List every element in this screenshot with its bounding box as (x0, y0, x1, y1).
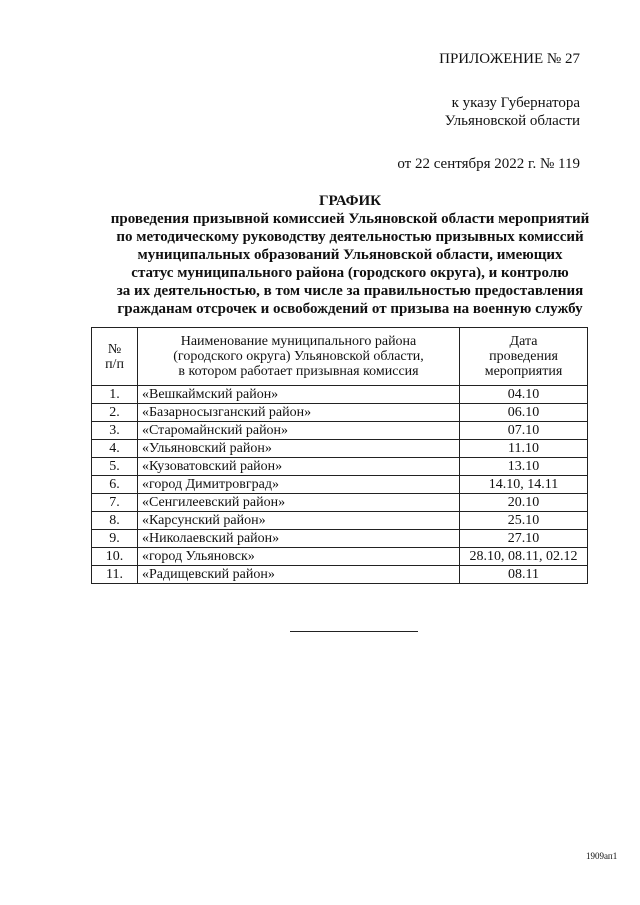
row-number: 2. (92, 404, 138, 422)
row-district: «Сенгилеевский район» (138, 494, 460, 512)
row-date: 20.10 (460, 494, 588, 512)
title-heading: ГРАФИК (318, 193, 382, 209)
table-row (92, 494, 588, 512)
title-line: по методическому руководству деятельностью призывных комиссий (116, 229, 584, 245)
row-number: 3. (92, 422, 138, 440)
separator-line (290, 631, 418, 632)
row-number: 4. (92, 440, 138, 458)
row-district: «Радищевский район» (138, 566, 460, 584)
decree-line-2: Ульяновской области (444, 113, 580, 129)
row-district: «Ульяновский район» (138, 440, 460, 458)
header-date (460, 328, 588, 386)
row-date: 25.10 (460, 512, 588, 530)
title-line: проведения призывной комиссией Ульяновской области мероприятий (110, 211, 590, 227)
table-row (92, 548, 588, 566)
row-date: 04.10 (460, 386, 588, 404)
row-date: 27.10 (460, 530, 588, 548)
header-name (138, 328, 460, 386)
row-district: «Николаевский район» (138, 530, 460, 548)
header-number-line: № (107, 341, 122, 357)
table-row (92, 476, 588, 494)
table-row (92, 458, 588, 476)
row-number: 7. (92, 494, 138, 512)
title-line: гражданам отсрочек и освобождений от призыва на военную службу (117, 301, 583, 317)
row-number: 8. (92, 512, 138, 530)
row-date: 13.10 (460, 458, 588, 476)
row-number: 10. (92, 548, 138, 566)
document-title (70, 192, 630, 318)
header-name-line: в котором работает призывная комиссия (178, 364, 419, 379)
row-district: «Кузоватовский район» (138, 458, 460, 476)
row-date: 07.10 (460, 422, 588, 440)
table-row (92, 386, 588, 404)
row-date: 28.10, 08.11, 02.12 (460, 548, 588, 566)
row-district: «город Ульяновск» (138, 548, 460, 566)
decree-line-1: к указу Губернатора (451, 95, 580, 111)
header-date-line: проведения (489, 349, 558, 364)
table-row (92, 566, 588, 584)
decree-date: от 22 сентября 2022 г. № 119 (397, 156, 580, 172)
header-number-line: п/п (105, 356, 124, 372)
table-row (92, 422, 588, 440)
row-date: 14.10, 14.11 (460, 476, 588, 494)
row-number: 1. (92, 386, 138, 404)
row-district: «Вешкаймский район» (138, 386, 460, 404)
row-date: 08.11 (460, 566, 588, 584)
appendix-block (380, 50, 580, 173)
title-line: за их деятельностью, в том числе за правильностью предоставления (116, 283, 584, 299)
row-district: «город Димитровград» (138, 476, 460, 494)
table-row (92, 440, 588, 458)
row-number: 5. (92, 458, 138, 476)
row-number: 9. (92, 530, 138, 548)
row-number: 6. (92, 476, 138, 494)
schedule-table (91, 327, 588, 584)
table-row (92, 530, 588, 548)
row-number: 11. (92, 566, 138, 584)
header-name-line: (городского округа) Ульяновской области, (173, 349, 424, 364)
header-date-line: Дата (509, 334, 538, 349)
row-district: «Карсунский район» (138, 512, 460, 530)
row-date: 06.10 (460, 404, 588, 422)
row-district: «Старомайнский район» (138, 422, 460, 440)
header-date-line: мероприятия (484, 364, 563, 379)
header-name-line: Наименование муниципального района (180, 334, 417, 349)
appendix-title: ПРИЛОЖЕНИЕ № 27 (439, 51, 580, 67)
table-row (92, 512, 588, 530)
footer-code: 1909ап1 (586, 851, 618, 861)
row-date: 11.10 (460, 440, 588, 458)
title-line: муниципальных образований Ульяновской области, имеющих (137, 247, 563, 263)
table-header-row (92, 328, 588, 386)
row-district: «Базарносызганский район» (138, 404, 460, 422)
table-row (92, 404, 588, 422)
title-line: статус муниципального района (городского округа), и контролю (131, 265, 569, 281)
header-number (92, 328, 138, 386)
